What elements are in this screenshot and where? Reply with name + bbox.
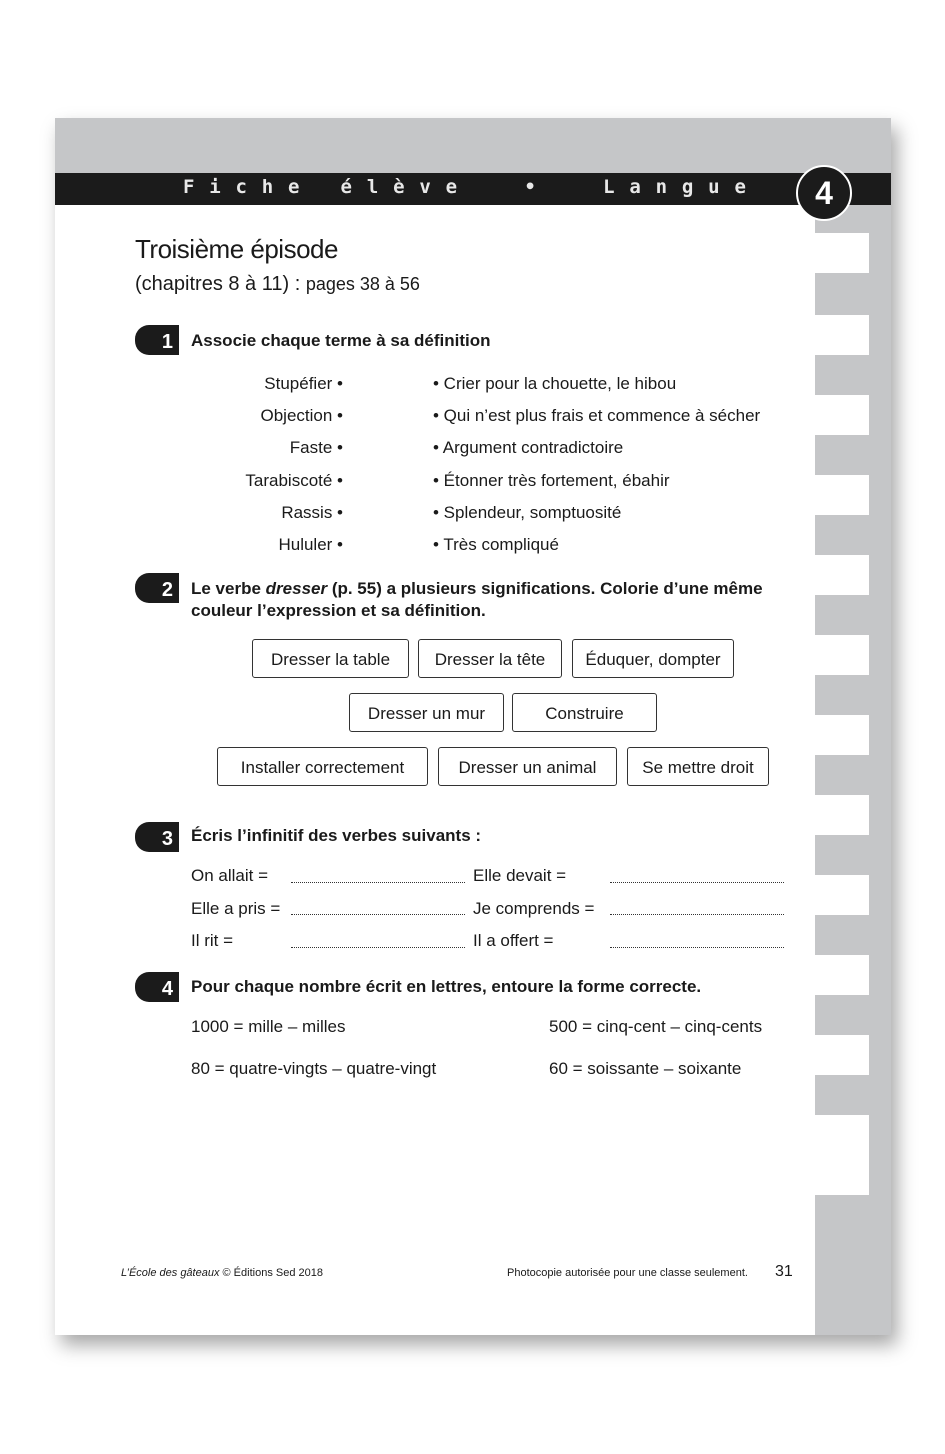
- definition-item: • Argument contradictoire: [433, 438, 624, 458]
- number-choice[interactable]: 60 = soissante – soixante: [549, 1059, 742, 1078]
- expression-box[interactable]: Dresser un animal: [438, 747, 617, 786]
- term-item: Hululer •: [278, 534, 343, 554]
- side-tab: [815, 875, 869, 915]
- term-item: Faste •: [289, 438, 343, 458]
- instruction-part: (p. 55) a plusieurs significations. Colorie d’une même couleur l’expression et sa définition.: [191, 579, 763, 620]
- side-tab: [815, 1115, 869, 1155]
- definition-item: • Très compliqué: [433, 534, 559, 554]
- verb-prompt: On allait =: [191, 866, 269, 885]
- footer-notice: Photocopie autorisée pour une classe seulement.: [507, 1267, 748, 1279]
- term-item: Stupéfier •: [264, 374, 343, 393]
- side-tab: [815, 1155, 869, 1195]
- exercise-number-badge: 3: [135, 822, 179, 852]
- answer-line[interactable]: [291, 946, 465, 948]
- instruction-part: Le verbe: [191, 579, 266, 598]
- expression-box[interactable]: Dresser la table: [252, 639, 409, 678]
- number-choice[interactable]: 500 = cinq-cent – cinq-cents: [549, 1017, 763, 1036]
- footer-credit: [121, 1267, 323, 1279]
- band-title: Fiche élève • Langue: [183, 176, 761, 198]
- side-tab: [815, 955, 869, 995]
- expression-box[interactable]: Se mettre droit: [627, 747, 769, 786]
- term-item: Tarabiscoté •: [245, 470, 343, 490]
- page-number: 31: [775, 1263, 793, 1280]
- answer-line[interactable]: [610, 881, 784, 883]
- expression-box[interactable]: Dresser un mur: [349, 693, 504, 732]
- exercise-instruction: [191, 578, 771, 622]
- verb-prompt: Il a offert =: [473, 931, 554, 950]
- expression-box[interactable]: Dresser la tête: [418, 639, 562, 678]
- header-gray-area: [55, 118, 891, 173]
- expression-box[interactable]: Éduquer, dompter: [572, 639, 734, 678]
- exercise-instruction: Écris l’infinitif des verbes suivants :: [191, 826, 482, 845]
- exercise-instruction: Associe chaque terme à sa définition: [191, 331, 491, 350]
- side-tab: [815, 555, 869, 595]
- definition-item: • Qui n’est plus frais et commence à sécher: [433, 406, 761, 426]
- number-choice[interactable]: 1000 = mille – milles: [191, 1017, 346, 1036]
- verb-prompt: Il rit =: [191, 931, 234, 950]
- answer-line[interactable]: [610, 913, 784, 915]
- chapters-label: (chapitres 8 à 11) :: [135, 273, 301, 295]
- copyright: © Éditions Sed 2018: [219, 1267, 323, 1279]
- exercise-instruction: Pour chaque nombre écrit en lettres, entoure la forme correcte.: [191, 977, 702, 996]
- side-tab: [815, 315, 869, 355]
- term-item: Rassis •: [281, 502, 343, 522]
- expression-box[interactable]: Construire: [512, 693, 657, 732]
- term-item: Objection •: [260, 406, 343, 426]
- side-tab: [815, 715, 869, 755]
- book-title: L’École des gâteaux: [121, 1267, 220, 1279]
- answer-line[interactable]: [610, 946, 784, 948]
- answer-line[interactable]: [291, 881, 465, 883]
- definition-item: • Crier pour la chouette, le hibou: [433, 374, 677, 393]
- instruction-italic-word: dresser: [265, 579, 328, 598]
- side-tab: [815, 233, 869, 273]
- definition-list: [433, 368, 813, 561]
- expression-box[interactable]: Installer correctement: [217, 747, 428, 786]
- definition-item: • Étonner très fortement, ébahir: [433, 470, 670, 490]
- header-band: [55, 173, 891, 205]
- pages-label: pages 38 à 56: [305, 274, 420, 294]
- page-title: Troisième épisode: [135, 234, 338, 264]
- worksheet-page: [55, 118, 891, 1335]
- side-tab: [815, 1035, 869, 1075]
- exercise-number-badge: 1: [135, 325, 179, 355]
- term-list: [165, 368, 343, 561]
- side-tab: [815, 395, 869, 435]
- number-choice[interactable]: 80 = quatre-vingts – quatre-vingt: [191, 1059, 437, 1078]
- page-subtitle: [135, 273, 420, 296]
- exercise-number-badge: 4: [135, 972, 179, 1002]
- verb-prompt: Elle a pris =: [191, 899, 281, 918]
- sheet-number-badge: 4: [796, 165, 852, 221]
- verb-prompt: Elle devait =: [473, 866, 567, 885]
- verb-prompt: Je comprends =: [473, 899, 595, 918]
- side-tab: [815, 475, 869, 515]
- side-tab: [815, 795, 869, 835]
- side-tab: [815, 635, 869, 675]
- definition-item: • Splendeur, somptuosité: [433, 502, 622, 522]
- exercise-number-badge: 2: [135, 573, 179, 603]
- answer-line[interactable]: [291, 913, 465, 915]
